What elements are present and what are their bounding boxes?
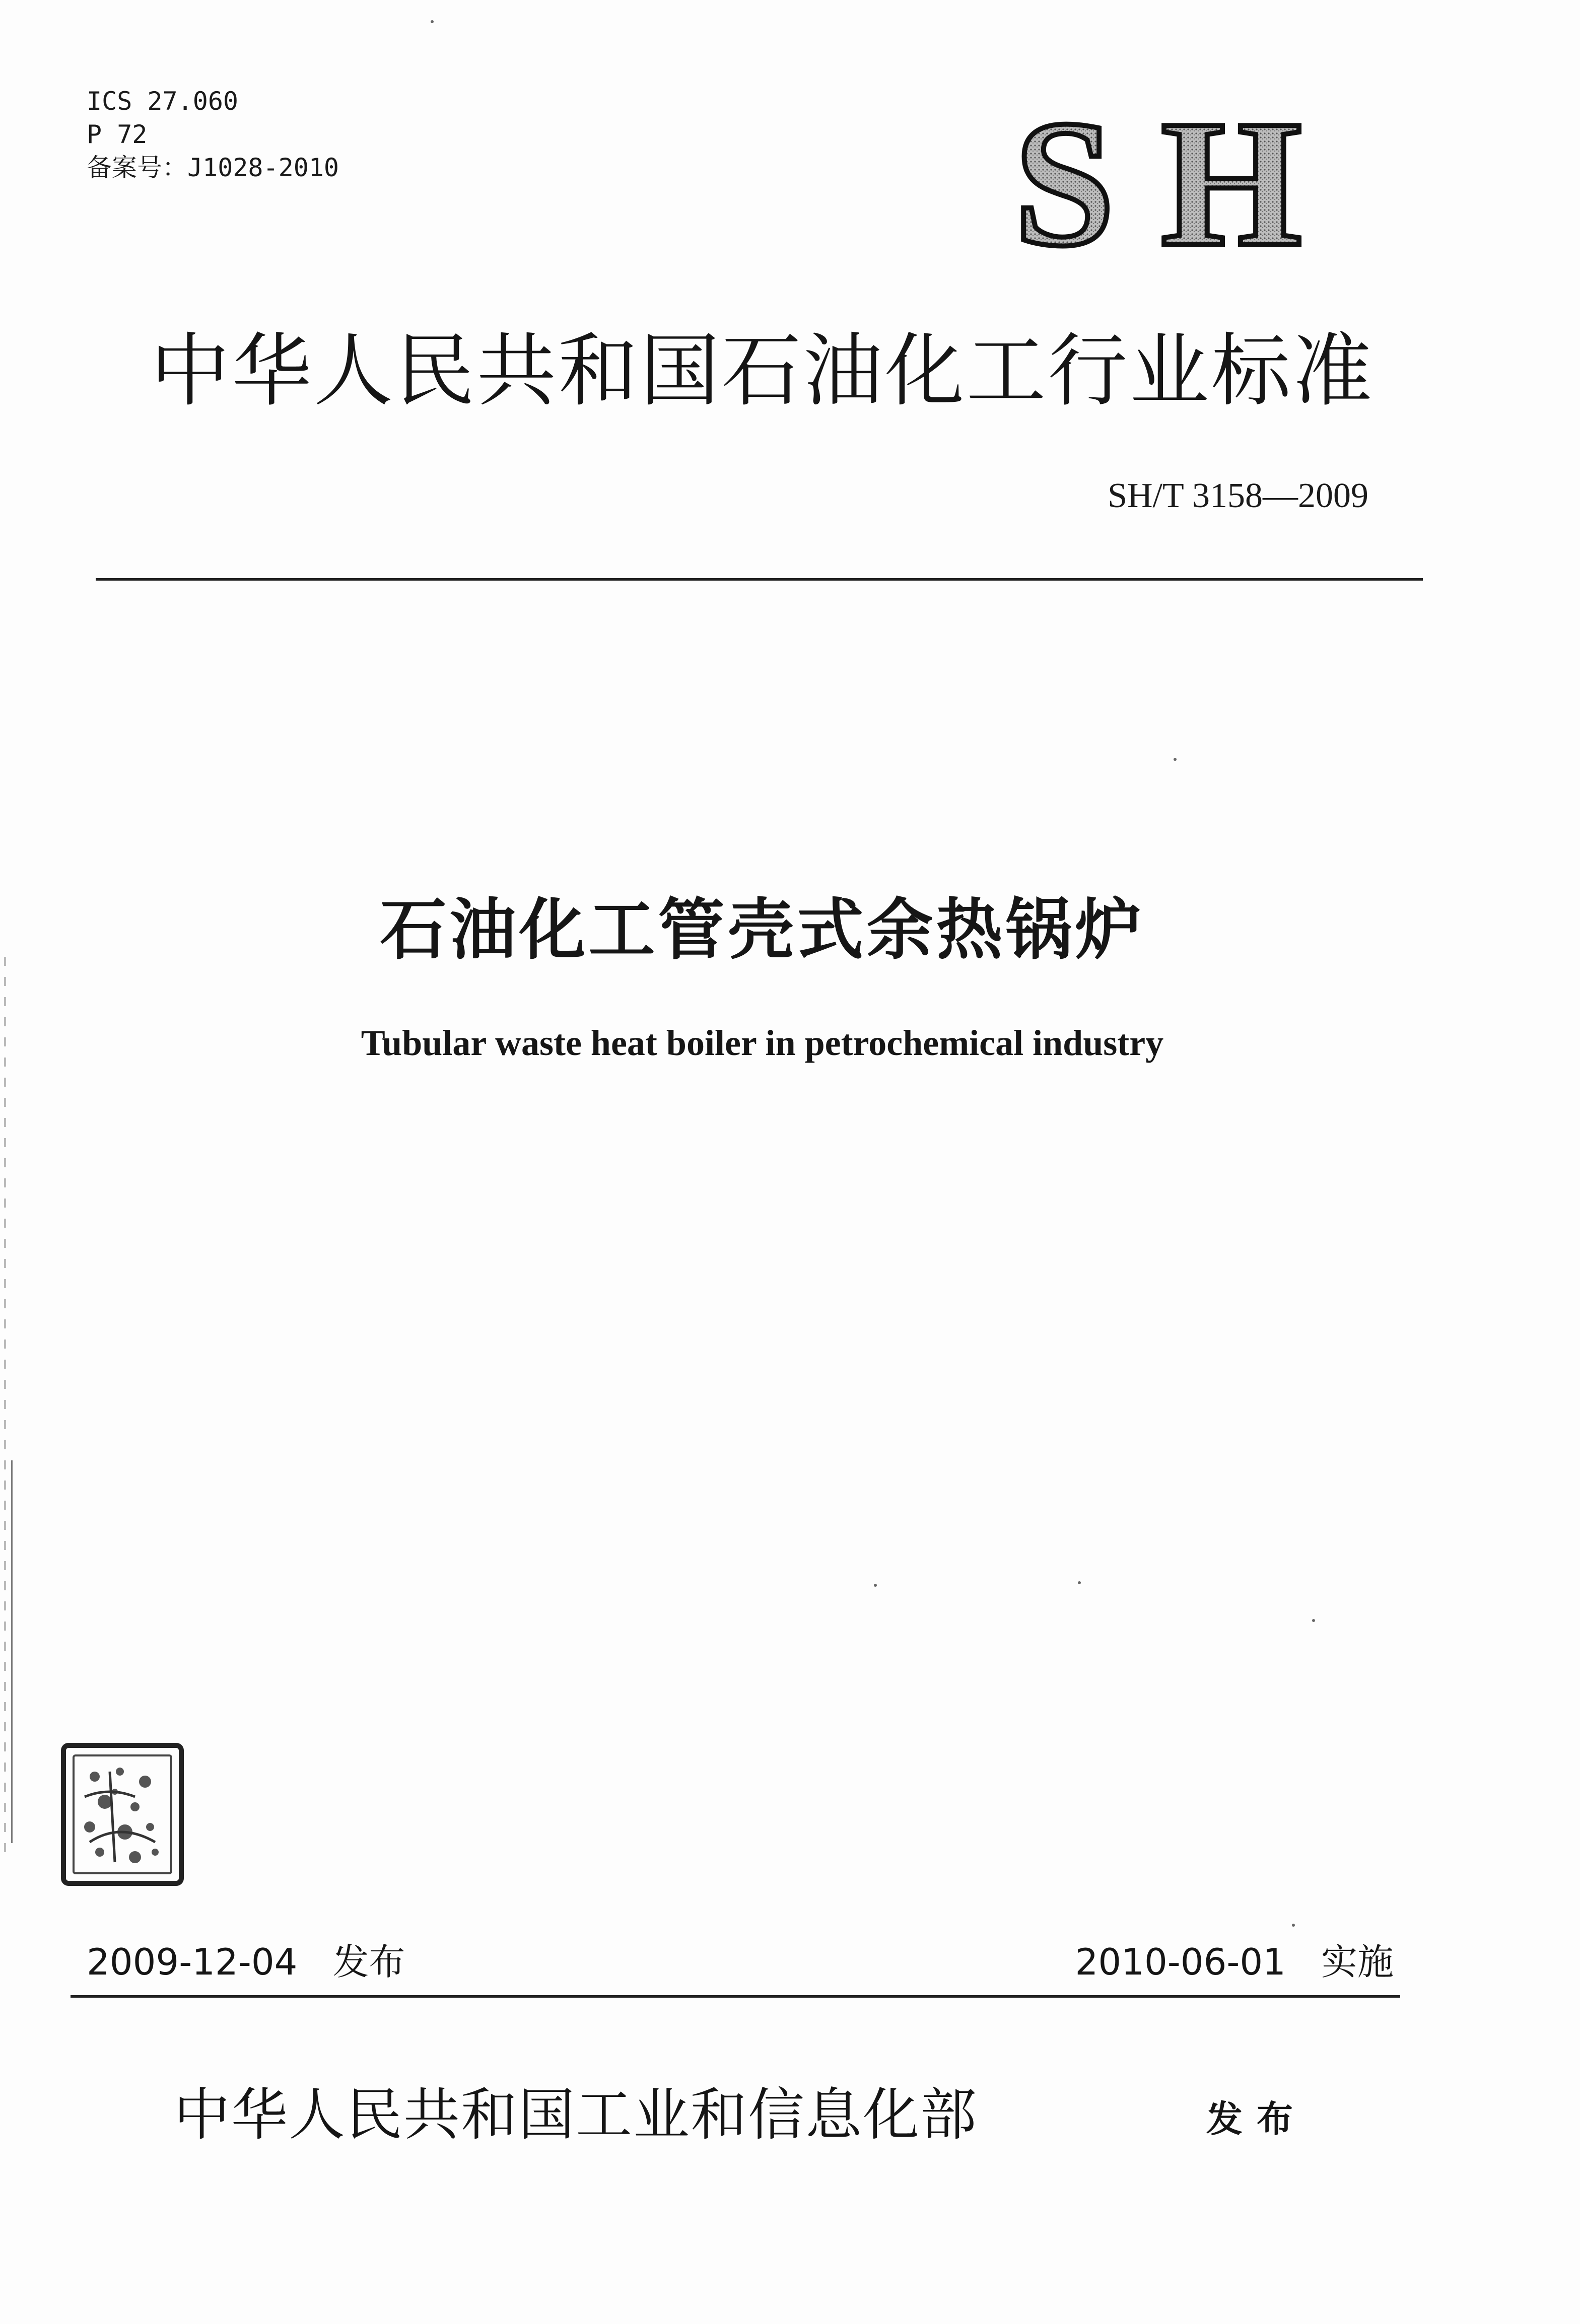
scan-edge-noise <box>4 957 6 1863</box>
bottom-divider <box>71 1995 1400 1998</box>
standard-code: SH/T 3158—2009 <box>1108 476 1368 515</box>
issue-label: 发布 <box>332 1941 405 1983</box>
standard-category-title: 中华人民共和国石油化工行业标准 <box>150 325 1375 417</box>
effective-date-row <box>1075 1933 1394 1985</box>
sh-logo <box>1010 108 1342 259</box>
document-title-chinese: 石油化工管壳式余热锅炉 <box>380 891 1145 969</box>
document-title-english: Tubular waste heat boiler in petrochemical industry <box>361 1023 1164 1063</box>
logo-letter-h: H <box>1161 108 1302 259</box>
effective-label: 实施 <box>1321 1941 1394 1983</box>
publisher-suffix: 发布 <box>1206 2098 1308 2140</box>
scan-edge-line <box>11 1460 13 1843</box>
scan-speck <box>874 1584 877 1587</box>
scan-speck <box>1174 758 1177 761</box>
publisher-name: 中华人民共和国工业和信息化部 <box>174 2082 978 2148</box>
ccs-code: P 72 <box>87 120 148 149</box>
ics-code: ICS 27.060 <box>87 87 239 116</box>
filing-number: 备案号：J1028-2010 <box>87 153 339 182</box>
scan-speck <box>1078 1581 1081 1584</box>
scan-speck <box>1312 1619 1315 1622</box>
classification-block <box>87 85 339 184</box>
issue-date: 2009-12-04 <box>87 1941 298 1983</box>
top-divider <box>96 578 1423 581</box>
effective-date: 2010-06-01 <box>1075 1941 1286 1983</box>
scan-speck <box>431 20 434 23</box>
issue-date-row <box>87 1933 405 1985</box>
scan-speck <box>1292 1924 1295 1927</box>
library-stamp <box>59 1741 185 1887</box>
logo-letter-s: S <box>1014 108 1115 259</box>
